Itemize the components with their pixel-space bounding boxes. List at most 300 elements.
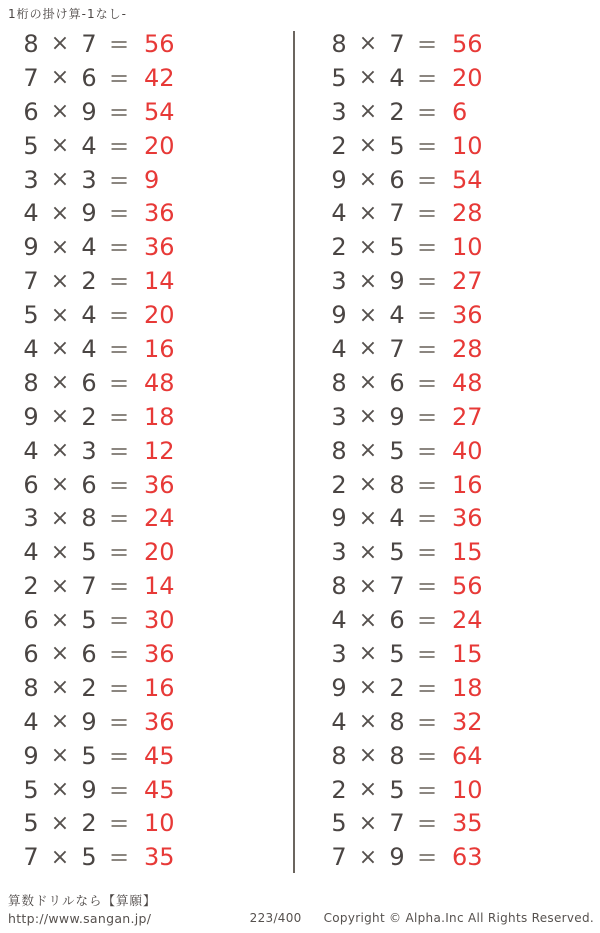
multiply-sign: × — [50, 200, 70, 226]
operand-2: 4 — [81, 131, 97, 160]
operand-1: 5 — [23, 775, 39, 804]
equals-sign: = — [416, 368, 438, 397]
operand-2: 6 — [389, 606, 405, 635]
operand-2: 7 — [389, 572, 405, 601]
operand-1: 9 — [23, 402, 39, 431]
multiply-sign: × — [50, 709, 70, 735]
problem-row — [308, 501, 600, 535]
equals-sign: = — [416, 301, 438, 330]
equals-sign: = — [108, 301, 130, 330]
operand-2: 9 — [81, 775, 97, 804]
equals-sign: = — [416, 267, 438, 296]
answer-value: 36 — [144, 639, 175, 668]
answer-value: 15 — [452, 639, 483, 668]
operand-2: 5 — [389, 775, 405, 804]
operand-2: 9 — [389, 843, 405, 872]
equals-sign: = — [108, 639, 130, 668]
equals-sign: = — [108, 402, 130, 431]
operand-1: 4 — [331, 334, 347, 363]
equals-sign: = — [108, 538, 130, 567]
multiply-sign: × — [358, 99, 378, 125]
answer-value: 63 — [452, 843, 483, 872]
multiply-sign: × — [50, 743, 70, 769]
operand-2: 5 — [81, 538, 97, 567]
answer-value: 54 — [144, 97, 175, 126]
problem-row — [308, 230, 600, 264]
problem-row — [308, 535, 600, 569]
problem-row — [308, 468, 600, 502]
problem-row — [0, 501, 292, 535]
equals-sign: = — [416, 165, 438, 194]
operand-1: 9 — [23, 741, 39, 770]
operand-2: 5 — [389, 639, 405, 668]
operand-2: 5 — [81, 843, 97, 872]
answer-value: 16 — [144, 334, 175, 363]
multiply-sign: × — [358, 234, 378, 260]
problem-row — [308, 840, 600, 874]
operand-1: 5 — [23, 131, 39, 160]
operand-1: 5 — [23, 809, 39, 838]
multiply-sign: × — [50, 438, 70, 464]
multiply-sign: × — [50, 472, 70, 498]
operand-2: 2 — [81, 402, 97, 431]
operand-2: 4 — [389, 63, 405, 92]
answer-value: 27 — [452, 402, 483, 431]
answer-value: 54 — [452, 165, 483, 194]
operand-1: 8 — [331, 572, 347, 601]
problem-row — [308, 806, 600, 840]
answer-value: 20 — [452, 63, 483, 92]
equals-sign: = — [416, 775, 438, 804]
operand-2: 2 — [389, 97, 405, 126]
operand-2: 4 — [81, 233, 97, 262]
column-divider — [293, 31, 295, 873]
problem-row — [0, 468, 292, 502]
problem-row — [308, 196, 600, 230]
answer-value: 48 — [144, 368, 175, 397]
answer-value: 56 — [144, 29, 175, 58]
operand-2: 5 — [389, 131, 405, 160]
multiply-sign: × — [358, 539, 378, 565]
operand-1: 2 — [331, 775, 347, 804]
equals-sign: = — [108, 707, 130, 736]
problem-row — [0, 705, 292, 739]
problem-row — [308, 739, 600, 773]
problem-row — [308, 332, 600, 366]
multiply-sign: × — [358, 268, 378, 294]
multiply-sign: × — [358, 404, 378, 430]
problem-row — [0, 332, 292, 366]
problem-row — [308, 61, 600, 95]
operand-1: 7 — [23, 63, 39, 92]
multiply-sign: × — [358, 810, 378, 836]
operand-1: 3 — [331, 639, 347, 668]
problem-row — [308, 298, 600, 332]
operand-1: 9 — [331, 504, 347, 533]
operand-2: 7 — [81, 572, 97, 601]
problem-row — [0, 264, 292, 298]
operand-2: 4 — [389, 504, 405, 533]
answer-value: 28 — [452, 334, 483, 363]
answer-value: 16 — [452, 470, 483, 499]
problem-row — [308, 569, 600, 603]
operand-2: 5 — [389, 436, 405, 465]
operand-2: 2 — [81, 267, 97, 296]
operand-1: 5 — [23, 301, 39, 330]
multiply-sign: × — [358, 573, 378, 599]
equals-sign: = — [108, 267, 130, 296]
operand-2: 5 — [81, 606, 97, 635]
problem-row — [308, 671, 600, 705]
answer-value: 36 — [144, 470, 175, 499]
equals-sign: = — [108, 97, 130, 126]
answer-value: 20 — [144, 301, 175, 330]
operand-1: 4 — [23, 199, 39, 228]
answer-value: 36 — [144, 199, 175, 228]
operand-2: 5 — [389, 538, 405, 567]
equals-sign: = — [416, 131, 438, 160]
problem-row — [0, 806, 292, 840]
operand-2: 6 — [389, 368, 405, 397]
problem-row — [0, 61, 292, 95]
multiply-sign: × — [358, 200, 378, 226]
answer-value: 64 — [452, 741, 483, 770]
problem-row — [0, 400, 292, 434]
problem-row — [308, 773, 600, 807]
equals-sign: = — [416, 402, 438, 431]
equals-sign: = — [108, 436, 130, 465]
problem-row — [308, 366, 600, 400]
problem-row — [308, 603, 600, 637]
multiply-sign: × — [358, 743, 378, 769]
operand-2: 6 — [389, 165, 405, 194]
operand-1: 3 — [331, 402, 347, 431]
copyright-notice: Copyright © Alpha.Inc All Rights Reserved. — [323, 911, 594, 925]
multiply-sign: × — [358, 675, 378, 701]
answer-value: 20 — [144, 131, 175, 160]
answer-value: 9 — [144, 165, 160, 194]
equals-sign: = — [108, 843, 130, 872]
operand-2: 6 — [81, 639, 97, 668]
multiply-sign: × — [358, 472, 378, 498]
equals-sign: = — [416, 809, 438, 838]
operand-1: 4 — [23, 538, 39, 567]
page-title: 1桁の掛け算-1なし- — [8, 7, 127, 21]
problem-row — [0, 773, 292, 807]
operand-1: 8 — [331, 741, 347, 770]
equals-sign: = — [416, 334, 438, 363]
operand-2: 9 — [81, 199, 97, 228]
operand-1: 4 — [23, 334, 39, 363]
operand-2: 2 — [81, 673, 97, 702]
multiply-sign: × — [358, 336, 378, 362]
equals-sign: = — [108, 199, 130, 228]
problems-column-left — [0, 27, 292, 874]
problem-row — [308, 400, 600, 434]
operand-2: 9 — [81, 97, 97, 126]
multiply-sign: × — [50, 99, 70, 125]
problem-row — [0, 366, 292, 400]
operand-1: 4 — [23, 707, 39, 736]
problem-row — [0, 298, 292, 332]
answer-value: 10 — [452, 131, 483, 160]
answer-value: 6 — [452, 97, 468, 126]
problem-row — [308, 129, 600, 163]
multiply-sign: × — [358, 641, 378, 667]
problem-row — [0, 637, 292, 671]
problem-row — [308, 264, 600, 298]
multiply-sign: × — [50, 167, 70, 192]
multiply-sign: × — [50, 777, 70, 803]
operand-1: 8 — [331, 368, 347, 397]
equals-sign: = — [416, 639, 438, 668]
operand-1: 2 — [331, 233, 347, 262]
answer-value: 16 — [144, 673, 175, 702]
problem-row — [308, 637, 600, 671]
problem-row — [0, 196, 292, 230]
operand-1: 3 — [331, 97, 347, 126]
equals-sign: = — [108, 131, 130, 160]
equals-sign: = — [108, 29, 130, 58]
multiply-sign: × — [358, 709, 378, 735]
problem-row — [0, 840, 292, 874]
footer-site-url: http://www.sangan.jp/ — [8, 911, 152, 926]
equals-sign: = — [108, 470, 130, 499]
operand-1: 8 — [23, 673, 39, 702]
operand-1: 4 — [331, 606, 347, 635]
operand-2: 3 — [81, 165, 97, 194]
answer-value: 36 — [144, 233, 175, 262]
multiply-sign: × — [358, 607, 378, 633]
operand-1: 8 — [331, 29, 347, 58]
operand-2: 3 — [81, 436, 97, 465]
operand-2: 9 — [389, 267, 405, 296]
problem-row — [0, 671, 292, 705]
equals-sign: = — [416, 707, 438, 736]
multiply-sign: × — [358, 65, 378, 91]
equals-sign: = — [108, 233, 130, 262]
equals-sign: = — [416, 606, 438, 635]
equals-sign: = — [416, 843, 438, 872]
operand-1: 2 — [23, 572, 39, 601]
answer-value: 35 — [144, 843, 175, 872]
problem-row — [0, 603, 292, 637]
operand-1: 8 — [23, 368, 39, 397]
problem-row — [0, 27, 292, 61]
operand-1: 3 — [331, 538, 347, 567]
operand-1: 7 — [23, 843, 39, 872]
operand-2: 8 — [389, 741, 405, 770]
operand-2: 7 — [389, 809, 405, 838]
multiply-sign: × — [50, 336, 70, 362]
equals-sign: = — [108, 368, 130, 397]
equals-sign: = — [108, 334, 130, 363]
footer-meta — [250, 911, 594, 925]
equals-sign: = — [108, 775, 130, 804]
answer-value: 28 — [452, 199, 483, 228]
multiply-sign: × — [358, 505, 378, 531]
multiply-sign: × — [358, 133, 378, 159]
operand-2: 7 — [81, 29, 97, 58]
equals-sign: = — [416, 97, 438, 126]
operand-2: 6 — [81, 368, 97, 397]
answer-value: 36 — [144, 707, 175, 736]
multiply-sign: × — [50, 133, 70, 159]
equals-sign: = — [108, 504, 130, 533]
multiply-sign: × — [50, 302, 70, 328]
problem-row — [0, 739, 292, 773]
equals-sign: = — [416, 538, 438, 567]
equals-sign: = — [416, 233, 438, 262]
operand-1: 6 — [23, 606, 39, 635]
multiply-sign: × — [50, 505, 70, 531]
answer-value: 15 — [452, 538, 483, 567]
multiply-sign: × — [358, 844, 378, 870]
equals-sign: = — [108, 673, 130, 702]
answer-value: 40 — [452, 436, 483, 465]
answer-value: 42 — [144, 63, 175, 92]
multiply-sign: × — [50, 31, 70, 57]
multiply-sign: × — [358, 370, 378, 396]
problem-row — [0, 129, 292, 163]
multiply-sign: × — [358, 302, 378, 328]
problem-row — [0, 230, 292, 264]
operand-1: 4 — [23, 436, 39, 465]
operand-1: 9 — [23, 233, 39, 262]
answer-value: 32 — [452, 707, 483, 736]
operand-1: 9 — [331, 301, 347, 330]
answer-value: 35 — [452, 809, 483, 838]
answer-value: 24 — [452, 606, 483, 635]
answer-value: 30 — [144, 606, 175, 635]
operand-1: 6 — [23, 639, 39, 668]
operand-2: 7 — [389, 199, 405, 228]
multiply-sign: × — [358, 438, 378, 464]
answer-value: 27 — [452, 267, 483, 296]
multiply-sign: × — [50, 370, 70, 396]
answer-value: 14 — [144, 267, 175, 296]
operand-1: 6 — [23, 470, 39, 499]
operand-1: 6 — [23, 97, 39, 126]
multiply-sign: × — [358, 777, 378, 803]
operand-1: 5 — [331, 63, 347, 92]
equals-sign: = — [416, 572, 438, 601]
multiply-sign: × — [50, 844, 70, 870]
multiply-sign: × — [50, 675, 70, 701]
equals-sign: = — [108, 572, 130, 601]
operand-2: 9 — [81, 707, 97, 736]
operand-2: 6 — [81, 470, 97, 499]
answer-value: 10 — [452, 233, 483, 262]
multiply-sign: × — [50, 607, 70, 633]
problem-row — [308, 27, 600, 61]
answer-value: 12 — [144, 436, 175, 465]
operand-1: 7 — [331, 843, 347, 872]
operand-1: 8 — [331, 436, 347, 465]
operand-2: 4 — [81, 334, 97, 363]
answer-value: 18 — [452, 673, 483, 702]
operand-1: 5 — [331, 809, 347, 838]
operand-2: 4 — [81, 301, 97, 330]
operand-2: 5 — [389, 233, 405, 262]
answer-value: 45 — [144, 741, 175, 770]
multiply-sign: × — [50, 641, 70, 667]
operand-2: 2 — [389, 673, 405, 702]
problem-row — [0, 95, 292, 129]
answer-value: 14 — [144, 572, 175, 601]
operand-2: 8 — [389, 470, 405, 499]
answer-value: 56 — [452, 29, 483, 58]
multiply-sign: × — [50, 539, 70, 565]
problem-row — [0, 569, 292, 603]
operand-1: 3 — [23, 504, 39, 533]
equals-sign: = — [108, 741, 130, 770]
problem-row — [308, 95, 600, 129]
operand-2: 4 — [389, 301, 405, 330]
answer-value: 56 — [452, 572, 483, 601]
operand-1: 4 — [331, 707, 347, 736]
equals-sign: = — [416, 504, 438, 533]
answer-value: 45 — [144, 775, 175, 804]
operand-1: 2 — [331, 470, 347, 499]
equals-sign: = — [108, 606, 130, 635]
operand-2: 7 — [389, 334, 405, 363]
answer-value: 36 — [452, 301, 483, 330]
answer-value: 36 — [452, 504, 483, 533]
operand-2: 8 — [389, 707, 405, 736]
operand-2: 9 — [389, 402, 405, 431]
answer-value: 48 — [452, 368, 483, 397]
operand-1: 9 — [331, 165, 347, 194]
footer-site-info — [8, 891, 157, 926]
multiply-sign: × — [50, 404, 70, 430]
equals-sign: = — [108, 165, 130, 194]
operand-2: 5 — [81, 741, 97, 770]
answer-value: 10 — [144, 809, 175, 838]
equals-sign: = — [416, 29, 438, 58]
operand-1: 7 — [23, 267, 39, 296]
operand-1: 3 — [23, 165, 39, 194]
answer-value: 20 — [144, 538, 175, 567]
operand-2: 7 — [389, 29, 405, 58]
answer-value: 10 — [452, 775, 483, 804]
operand-2: 8 — [81, 504, 97, 533]
equals-sign: = — [416, 436, 438, 465]
equals-sign: = — [108, 63, 130, 92]
operand-2: 6 — [81, 63, 97, 92]
operand-2: 2 — [81, 809, 97, 838]
equals-sign: = — [416, 741, 438, 770]
equals-sign: = — [416, 673, 438, 702]
equals-sign: = — [416, 199, 438, 228]
problem-row — [0, 163, 292, 197]
page-indicator: 223/400 — [249, 911, 302, 925]
multiply-sign: × — [50, 810, 70, 836]
multiply-sign: × — [358, 167, 378, 192]
answer-value: 18 — [144, 402, 175, 431]
equals-sign: = — [108, 809, 130, 838]
multiply-sign: × — [50, 573, 70, 599]
operand-1: 2 — [331, 131, 347, 160]
equals-sign: = — [416, 470, 438, 499]
operand-1: 8 — [23, 29, 39, 58]
multiply-sign: × — [50, 65, 70, 91]
problem-row — [0, 434, 292, 468]
problem-row — [308, 434, 600, 468]
problems-column-right — [308, 27, 600, 874]
multiply-sign: × — [50, 234, 70, 260]
problem-row — [0, 535, 292, 569]
